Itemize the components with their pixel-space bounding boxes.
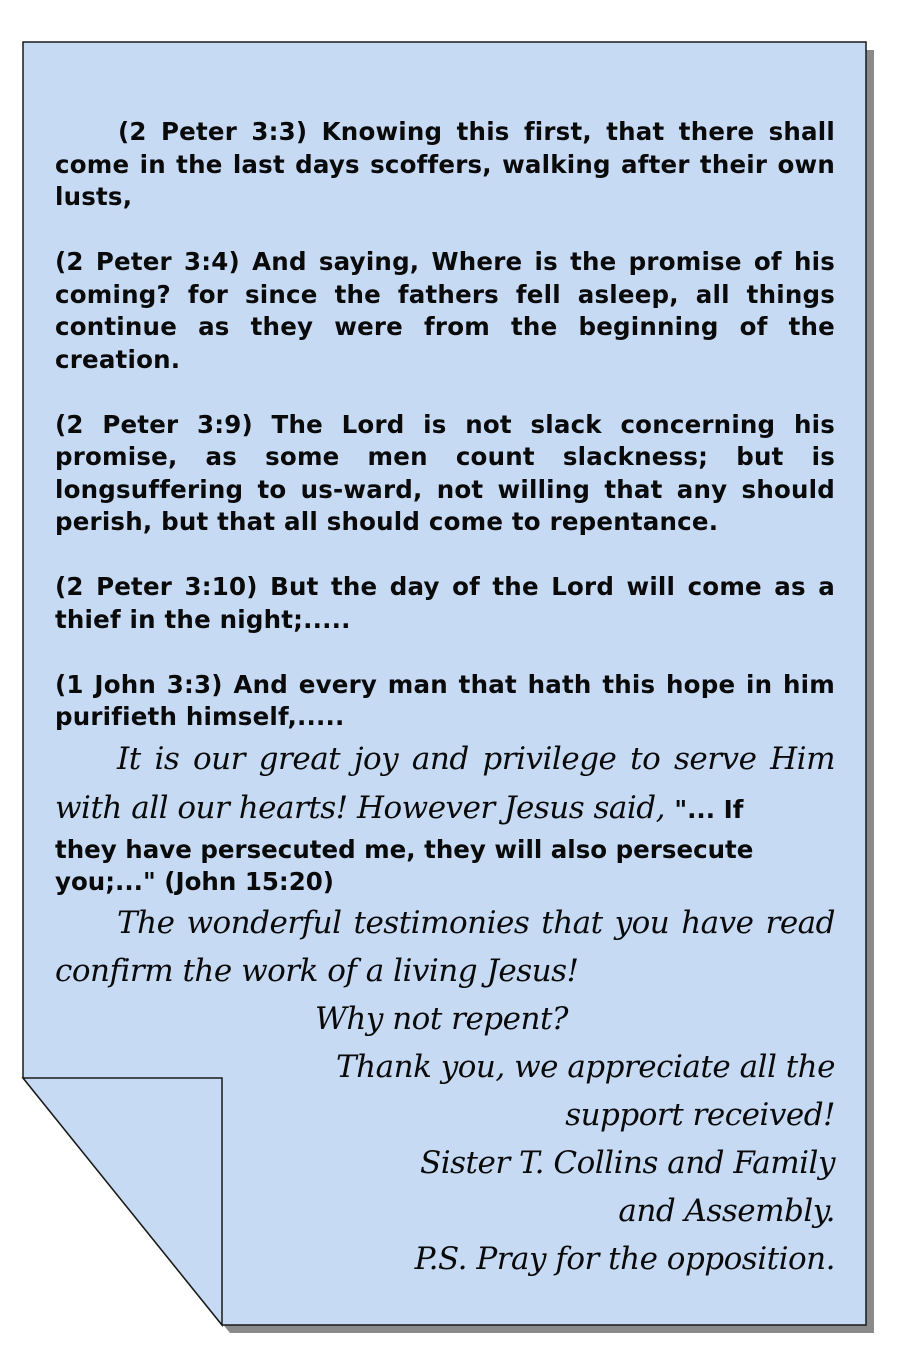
signature-line-1: Sister T. Collins and Family (420, 1144, 835, 1181)
verse-text: And every man that hath this hope in him purifieth himself,..... (55, 669, 835, 731)
verse-ref: (2 Peter 3:3) (118, 117, 308, 146)
verse-2-peter-3-9 (55, 409, 835, 539)
john-quote-rest: they have persecuted me, they will also persecute you;..." (John 15:20) (55, 834, 754, 896)
thanks-line-1: Thank you, we appreciate all the (336, 1048, 835, 1085)
verse-ref: (2 Peter 3:9) (55, 409, 253, 439)
john-quote-start: "... If (674, 794, 744, 824)
postscript: P.S. Pray for the opposition. (414, 1240, 835, 1277)
verse-2-peter-3-4 (55, 246, 835, 376)
letter-content (55, 116, 835, 1283)
verse-ref: (1 John 3:3) (55, 669, 223, 699)
testimony-paragraph: The wonderful testimonies that you have read confirm the work of a living Jesus! (55, 904, 835, 989)
verse-text: And saying, Where is the promise of his coming? for since the fathers fell asleep, all things continue as they were from the beginning of the creation. (55, 247, 835, 374)
signature-line-2: and Assembly. (618, 1192, 835, 1229)
verse-ref: (2 Peter 3:4) (55, 247, 240, 276)
joy-script-text: It is our great joy and privilege to serve Him with all our hearts! However Jesus said, (55, 740, 835, 826)
verse-ref: (2 Peter 3:10) (55, 572, 258, 601)
verse-2-peter-3-10 (55, 571, 835, 636)
thanks-line-2: support received! (565, 1096, 835, 1133)
verse-2-peter-3-3 (55, 116, 835, 214)
verse-text: The Lord is not slack concerning his promise, as some men count slackness; but is longsuffering to us-ward, not willing that any should perish, but that all should come to repentance. (55, 409, 835, 536)
verse-1-john-3-3 (55, 669, 835, 734)
repent-line: Why not repent? (315, 1000, 569, 1037)
verse-text: But the day of the Lord will come as a thief in the night;..... (55, 572, 835, 634)
verse-text: Knowing this first, that there shall come in the last days scoffers, walking after their own lusts, (55, 117, 835, 211)
joy-paragraph (55, 734, 835, 834)
